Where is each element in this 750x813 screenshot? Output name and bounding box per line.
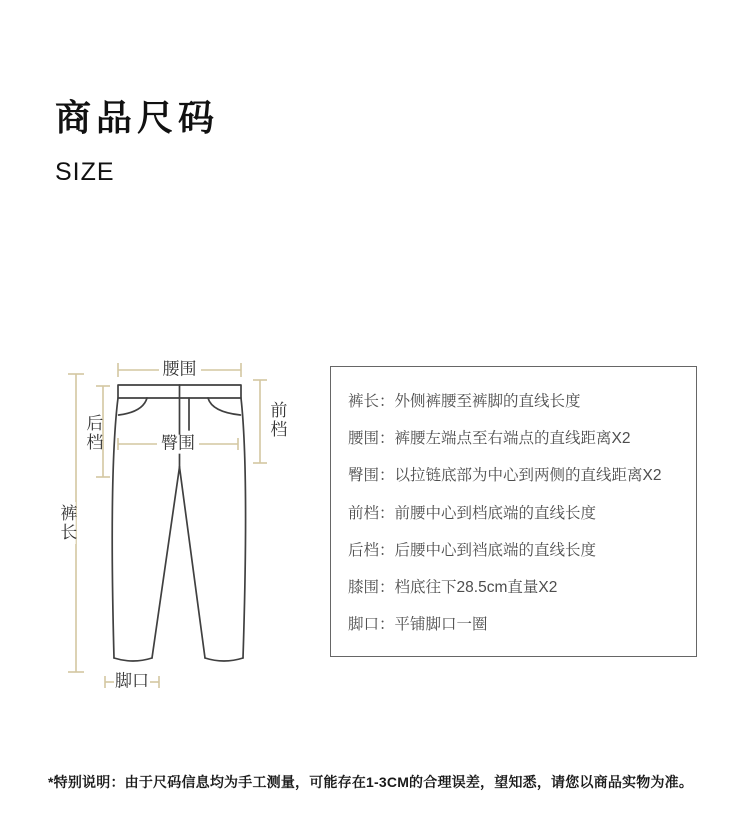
- measurement-definition: 以拉链底部为中心到两侧的直线距离X2: [394, 467, 662, 485]
- measurement-definition: 前腰中心到档底端的直线长度: [394, 504, 597, 522]
- measurement-row-pant-length: [348, 381, 690, 418]
- left-outer-seam: [112, 398, 118, 658]
- measurement-definition: 档底往下28.5cm直量X2: [394, 579, 558, 597]
- pants-line-drawing: [40, 355, 300, 700]
- diagram-label-hip: 臀围: [157, 435, 199, 454]
- term-separator: ：: [379, 616, 395, 634]
- measurement-row-leg-opening: [348, 605, 690, 642]
- right-pocket-curve: [208, 398, 240, 415]
- right-hem: [205, 658, 243, 661]
- pants-measurement-diagram: [40, 355, 300, 700]
- term-separator: ：: [379, 392, 395, 410]
- measurement-definition: 外侧裤腰至裤脚的直线长度: [394, 392, 581, 410]
- right-inner-seam: [180, 467, 206, 658]
- page-title: 商品尺码: [55, 97, 220, 138]
- measurement-definition: 裤腰左端点至右端点的直线距离X2: [394, 429, 631, 447]
- term-separator: ：: [379, 541, 395, 559]
- measurement-row-back-rise: [348, 530, 690, 567]
- measurement-row-knee: [348, 567, 690, 604]
- measurement-row-front-rise: [348, 493, 690, 530]
- measurement-term: 腰围: [348, 429, 380, 447]
- term-separator: ：: [379, 429, 395, 447]
- left-hem: [114, 658, 152, 661]
- diagram-label-leg-opening: 脚口: [115, 671, 149, 691]
- left-pocket-curve: [119, 398, 147, 415]
- diagram-label-back-rise: 后档: [83, 414, 103, 452]
- term-separator: ：: [379, 579, 395, 597]
- measurement-term: 脚口: [348, 616, 380, 634]
- diagram-label-pant-length: 裤长: [57, 504, 77, 542]
- measurement-term: 后档: [348, 541, 380, 559]
- diagram-label-front-rise: 前档: [267, 401, 287, 439]
- term-separator: ：: [379, 504, 395, 522]
- front-rise-dimension-line: [253, 380, 267, 463]
- pants-outline: [112, 385, 245, 661]
- measurement-definition: 后腰中心到裆底端的直线长度: [394, 541, 597, 559]
- measurement-term: 臀围: [348, 467, 380, 485]
- measurement-term: 前档: [348, 504, 380, 522]
- measurement-definitions-box: [330, 366, 697, 657]
- page-subtitle: SIZE: [55, 158, 115, 186]
- measurement-term: 裤长: [348, 392, 380, 410]
- right-outer-seam: [241, 398, 246, 658]
- measurement-term: 膝围: [348, 579, 380, 597]
- measurement-row-waist: [348, 418, 690, 455]
- measurement-row-hip: [348, 456, 690, 493]
- diagram-label-waist: 腰围: [159, 361, 201, 380]
- measurement-definition: 平铺脚口一圈: [394, 616, 488, 634]
- left-inner-seam: [152, 467, 180, 658]
- term-separator: ：: [379, 467, 395, 485]
- disclaimer-note: *特别说明：由于尺码信息均为手工测量，可能存在1-3CM的合理误差，望知悉，请您以商品实物为准。: [48, 774, 694, 790]
